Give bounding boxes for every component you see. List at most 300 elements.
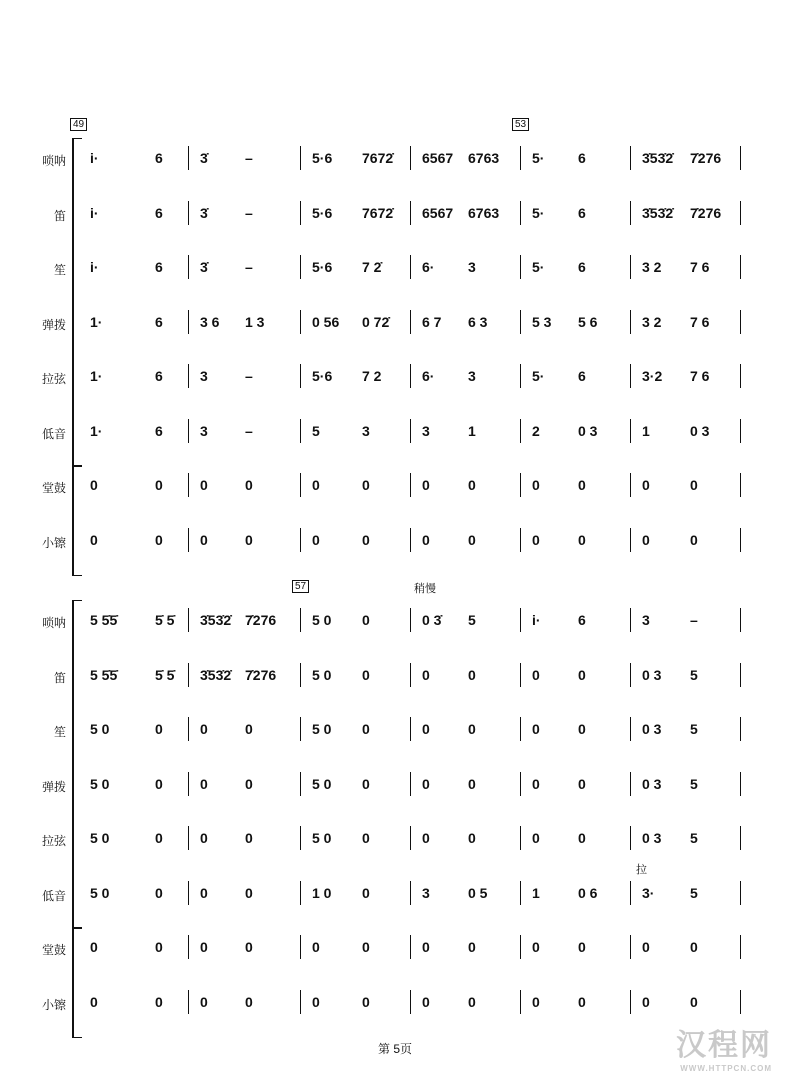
note: 3̇ [200,204,208,221]
note: 0 [362,775,370,792]
barline [630,772,631,796]
note: 3 2 [642,313,662,330]
barline [300,473,301,497]
note: 0 [642,531,650,548]
note: 7̇276 [690,204,722,221]
note: 3 [468,259,476,275]
note: 0 [468,666,476,683]
barline [740,255,741,279]
barline [300,146,301,170]
note: 0 [362,884,370,901]
barline [300,826,301,850]
barline [300,663,301,687]
barline [410,826,411,850]
barline [520,990,521,1014]
note: 6 [578,368,586,384]
barline [520,881,521,905]
note: 0 [200,993,208,1010]
barline [520,608,521,632]
note: 3̇53̇2̇ [642,204,674,221]
note: 0 3 [642,830,662,846]
barline [630,364,631,388]
note: 0 [468,775,476,792]
note: 1 0 [312,884,332,901]
barline [188,310,189,334]
barline [300,772,301,796]
note: – [245,422,253,439]
technique-annotation: 拉 [636,863,647,876]
barline [520,717,521,741]
note: 0 [200,721,208,737]
note: 3 [200,422,208,439]
note: 0 [690,477,698,493]
note: 0 3 [642,721,662,737]
instrument-label: 笙 [53,725,66,739]
barline [740,364,741,388]
note: 0 3 [578,422,598,439]
note: 5 0 [90,884,110,901]
barline [188,608,189,632]
note: 5· [532,150,545,166]
note: 0 [90,531,98,548]
barline [740,608,741,632]
note: 0 [532,477,540,493]
note: 0 [200,531,208,548]
barline [188,772,189,796]
barline [410,528,411,552]
barline [630,608,631,632]
note: 6 [155,259,163,275]
note: 3̇53̇2̇ [200,612,232,628]
note: 6 [155,150,163,166]
note: 0 [245,721,253,737]
note: 3·2 [642,368,663,384]
note: 6 3 [468,313,488,330]
note: 0 [362,612,370,628]
note: 6 [578,204,586,221]
note: 0 [422,477,430,493]
barline [630,419,631,443]
note: 5 5̇5̇ [90,666,118,683]
note: 5 [312,422,320,439]
barline [740,201,741,225]
note: 5 5̇5̇ [90,612,118,628]
note: 0 [245,531,253,548]
note: 5 0 [312,830,332,846]
note: 3 2 [642,259,662,275]
barline [300,881,301,905]
note: 3 [200,368,208,384]
note: 6763 [468,150,500,166]
barline [410,663,411,687]
note: 5·6 [312,368,333,384]
note: i· [90,150,99,166]
barline [300,201,301,225]
note: 5 [690,666,698,683]
note: 0 [690,531,698,548]
note: 7 6 [690,259,710,275]
barline [410,772,411,796]
instrument-label: 弹拨 [41,779,66,794]
barline [740,990,741,1014]
note: 5 0 [312,666,332,683]
note: 7 2̇ [362,259,382,275]
note: i· [532,612,541,628]
barline [188,146,189,170]
barline [740,146,741,170]
barline [300,528,301,552]
note: 0 [362,666,370,683]
barline [520,473,521,497]
barline [740,772,741,796]
note: 0 [155,993,163,1010]
note: 5 6 [578,313,598,330]
barline [410,201,411,225]
note: 3̇ [200,259,208,275]
note: 6 [155,422,163,439]
note: 0 [578,666,586,683]
barline [188,826,189,850]
note: 0 72̇ [362,313,390,330]
note: 0 [245,993,253,1010]
note: i· [90,259,99,275]
barline [188,935,189,959]
barline [520,310,521,334]
note: 0 [245,939,253,955]
note: 5̇ 5̇ [155,612,175,628]
instrument-label: 拉弦 [41,834,66,848]
note: i· [90,204,99,221]
barline [520,826,521,850]
note: 5· [532,368,545,384]
note: 0 [245,477,253,493]
barline [300,935,301,959]
note: 5 [690,884,698,901]
note: 5 0 [90,830,110,846]
note: 0 [468,830,476,846]
barline [300,255,301,279]
instrument-label: 笛 [53,208,66,223]
note: 0 [312,477,320,493]
barline [410,419,411,443]
barline [410,364,411,388]
note: 5 [690,721,698,737]
note: 0 [362,477,370,493]
note: 5·6 [312,259,333,275]
barline [630,663,631,687]
note: 1 [642,422,650,439]
note: 5 0 [312,721,332,737]
barline [630,146,631,170]
note: 3 [362,422,370,439]
note: 0 [690,993,698,1010]
note: 0 [200,939,208,955]
note: 6 [578,259,586,275]
note: – [245,368,253,384]
note: 0 6 [578,884,598,901]
barline [740,310,741,334]
note: 0 [155,531,163,548]
note: 0 [155,830,163,846]
measure-number: 49 [70,118,87,131]
note: 3 6 [200,313,220,330]
note: 0 [155,721,163,737]
instrument-label: 唢呐 [41,616,66,630]
note: 0 [578,993,586,1010]
note: 0 [468,477,476,493]
note: 5 [468,612,476,628]
note: 0 [578,477,586,493]
note: 0 [532,939,540,955]
note: 0 [312,939,320,955]
note: – [245,259,253,275]
note: 3 [468,368,476,384]
instrument-label: 堂鼓 [41,481,66,495]
tempo-annotation: 稍慢 [414,583,436,595]
barline [520,255,521,279]
note: 7 6 [690,368,710,384]
note: 0 [155,775,163,792]
note: 0 [312,993,320,1010]
note: 6567 [422,150,454,166]
note: 3̇53̇2̇ [642,150,674,166]
barline [188,663,189,687]
note: 5̇ 5̇ [155,666,175,683]
note: 0 [532,993,540,1010]
barline [630,310,631,334]
note: 6 7 [422,313,442,330]
note: 5 3 [532,313,552,330]
instrument-label: 小镲 [41,997,66,1012]
barline [630,826,631,850]
barline [520,419,521,443]
note: 0 [245,775,253,792]
note: 0 3 [642,666,662,683]
note: 0 [422,830,430,846]
barline [410,881,411,905]
barline [410,473,411,497]
note: 0 [532,666,540,683]
instrument-label: 低音 [41,888,66,903]
note: 1 [468,422,476,439]
barline [188,881,189,905]
note: 0 [642,477,650,493]
system-brace [72,600,82,929]
barline [520,772,521,796]
watermark-url: WWW.HTTPCN.COM [680,1064,772,1073]
note: 5·6 [312,204,333,221]
note: 1· [90,422,103,439]
note: 7 6 [690,313,710,330]
note: 0 [362,993,370,1010]
note: 0 [532,775,540,792]
note: 5 0 [90,721,110,737]
note: 1· [90,368,103,384]
note: 6567 [422,204,454,221]
note: 5·6 [312,150,333,166]
measure-number: 53 [512,118,529,131]
note: 0 [362,830,370,846]
barline [630,528,631,552]
barline [740,663,741,687]
note: 0 3̇ [422,612,442,628]
note: 0 [362,531,370,548]
barline [410,935,411,959]
instrument-label: 拉弦 [41,372,66,386]
note: 0 [200,830,208,846]
note: 0 [362,721,370,737]
note: 0 [642,939,650,955]
note: 0 56 [312,313,340,330]
instrument-label: 堂鼓 [41,943,66,957]
note: 0 [468,721,476,737]
note: 0 [422,531,430,548]
system-brace [72,138,82,467]
note: 6 [155,313,163,330]
measure-number: 57 [292,580,309,593]
barline [630,881,631,905]
note: 3 [422,884,430,901]
barline [410,146,411,170]
note: 0 [532,721,540,737]
barline [188,364,189,388]
barline [740,881,741,905]
note: 6 [155,204,163,221]
note: 0 [200,884,208,901]
note: 5 0 [312,775,332,792]
note: 6· [422,259,435,275]
barline [740,528,741,552]
note: 2 [532,422,540,439]
barline [520,146,521,170]
barline [410,608,411,632]
note: 5 0 [90,775,110,792]
note: 3 [642,612,650,628]
note: 0 [362,939,370,955]
instrument-label: 笙 [53,263,66,277]
barline [740,935,741,959]
barline [740,419,741,443]
barline [410,990,411,1014]
barline [300,990,301,1014]
barline [630,990,631,1014]
note: 0 [578,775,586,792]
note: – [245,150,253,166]
barline [740,826,741,850]
barline [300,419,301,443]
note: 0 [90,993,98,1010]
note: 0 [578,721,586,737]
page-number: 第 5页 [377,1042,412,1056]
note: 0 [578,830,586,846]
note: – [245,204,253,221]
barline [520,201,521,225]
watermark-text: 汉程网 [676,1029,772,1062]
barline [520,364,521,388]
note: 5 0 [312,612,332,628]
note: 0 [532,531,540,548]
note: 1· [90,313,103,330]
barline [188,255,189,279]
barline [188,717,189,741]
instrument-label: 唢呐 [41,154,66,168]
note: 5 [690,830,698,846]
watermark-logo [676,1020,772,1073]
barline [188,528,189,552]
note: 6· [422,368,435,384]
barline [520,935,521,959]
note: 0 [200,775,208,792]
barline [188,473,189,497]
barline [300,310,301,334]
note: 0 5 [468,884,488,901]
barline [300,364,301,388]
note: 6 [578,612,586,628]
note: 1 3 [245,313,265,330]
note: 7 2 [362,368,382,384]
instrument-label: 笛 [53,670,66,685]
note: 0 [200,477,208,493]
note: 7672̇ [362,204,394,221]
barline [740,717,741,741]
note: 0 [155,884,163,901]
note: 0 [155,939,163,955]
note: 0 [422,721,430,737]
barline [300,717,301,741]
instrument-label: 弹拨 [41,317,66,332]
note: 7̇276 [690,150,722,166]
instrument-label: 小镲 [41,535,66,550]
note: 6763 [468,204,500,221]
note: 6 [578,150,586,166]
note: 0 [312,531,320,548]
note: 0 [422,775,430,792]
note: 5· [532,259,545,275]
note: 3 [422,422,430,439]
note: 3· [642,884,655,901]
note: 0 [690,939,698,955]
note: 0 [532,830,540,846]
note: 0 [578,531,586,548]
barline [520,528,521,552]
note: 0 [468,993,476,1010]
note: 0 [245,884,253,901]
percussion-brace [72,465,82,576]
barline [630,473,631,497]
barline [520,663,521,687]
instrument-label: 低音 [41,426,66,441]
note: 7672̇ [362,150,394,166]
barline [630,255,631,279]
note: 3̇53̇2̇ [200,666,232,683]
note: 0 [578,939,586,955]
note: 3̇ [200,150,208,166]
note: 0 [155,477,163,493]
barline [630,717,631,741]
barline [410,310,411,334]
barline [630,935,631,959]
note: 0 [422,993,430,1010]
note: 0 [245,830,253,846]
percussion-brace [72,927,82,1038]
barline [188,419,189,443]
note: 5 [690,775,698,792]
note: 0 [422,939,430,955]
barline [410,717,411,741]
note: 1 [532,884,540,901]
note: 6 [155,368,163,384]
barline [300,608,301,632]
